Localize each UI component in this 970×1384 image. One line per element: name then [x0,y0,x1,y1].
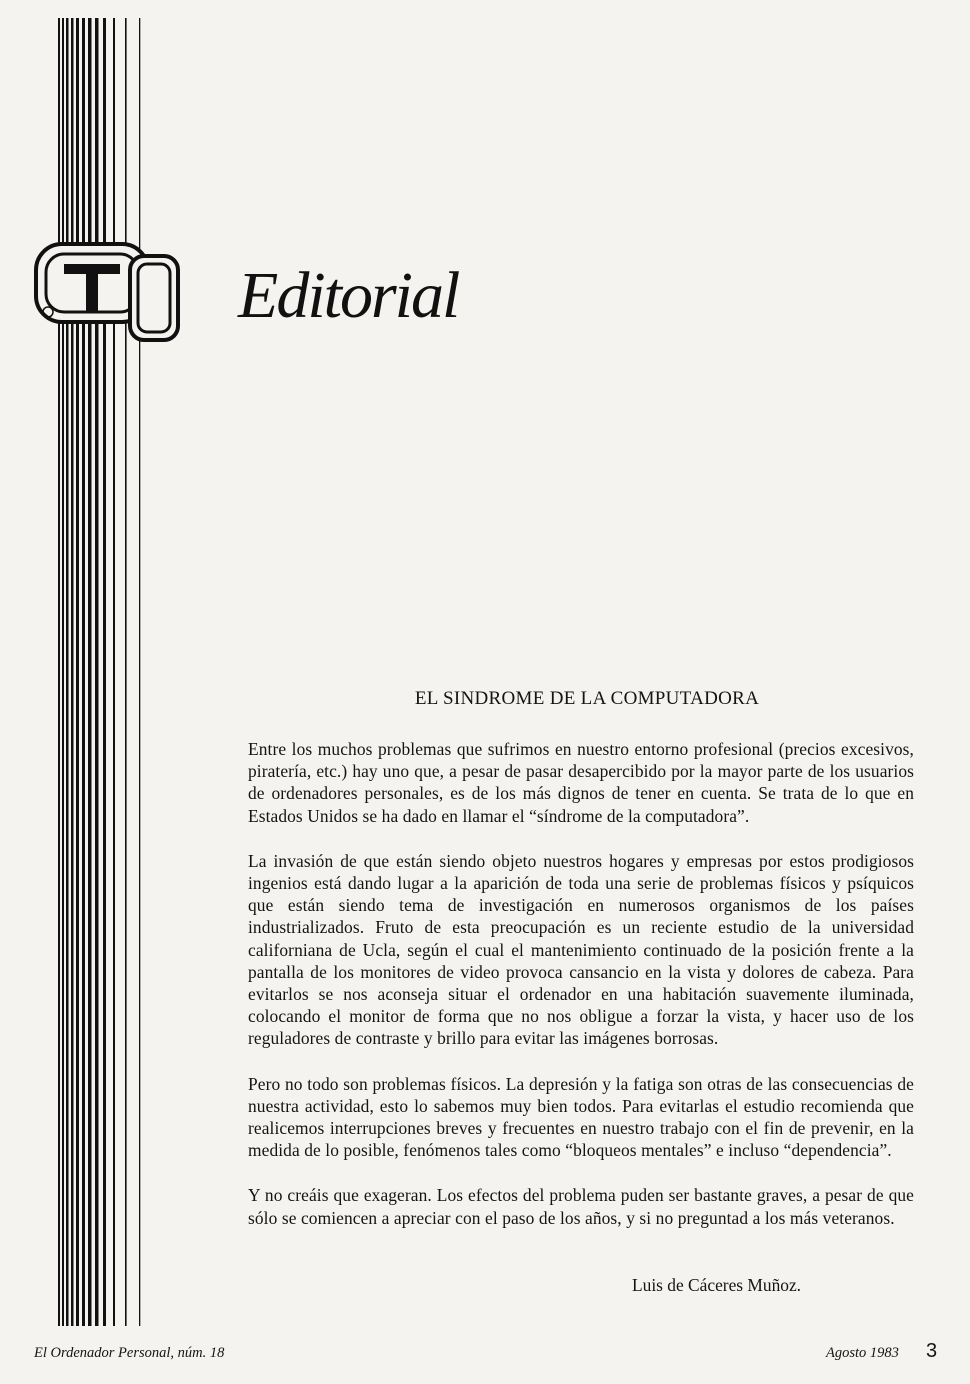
section-title: Editorial [238,259,459,332]
footer-publication: El Ordenador Personal, núm. 18 [34,1345,225,1361]
article-paragraph-1: Entre los muchos problemas que sufrimos en nuestro entorno profesional (precios excesivos, piratería, etc.) hay uno que, a pesar de pasar desapercibido por la mayor parte de los usuarios de ordenadores personales, es de los más dignos de tener en cuenta. Se trata de lo que en Estados Unidos se ha dado en llamar el “síndrome de la computadora”. [248,739,914,826]
op-logo [34,238,182,348]
article-paragraph-4: Y no creáis que exageran. Los efectos del problema puden ser bastante graves, a pesar de que sólo se comiencen a apreciar con el paso de los años, y si no preguntad a los más veteranos. [248,1185,914,1228]
page-number: 3 [926,1340,938,1362]
article-paragraph-2: La invasión de que están siendo objeto nuestros hogares y empresas por estos prodigiosos ingenios está dando lugar a la aparición de toda una serie de problemas físicos y psíquicos que están siendo tema de investigación en numerosos organismos de los países industrializados. Fruto de esta preocupación es un reciente estudio de la universidad californiana de Ucla, según el cual el mantenimiento continuado de la posición frente a la pantalla de los monitores de video provoca cansancio en la vista y dolores de cabeza. Para evitarlos se nos aconseja situar el ordenador en una habitación suavemente iluminada, colocando el monitor de forma que no nos obligue a forzar la vista, y hacer uso de los reguladores de contraste y brillo para evitar las imágenes borrosas. [248,850,914,1049]
article-paragraph-3: Pero no todo son problemas físicos. La depresión y la fatiga son otras de las consecuencias de nuestra actividad, esto lo sabemos muy bien todos. Para evitarlas el estudio recomienda que realicemos interrupciones breves y frecuentes en nuestro trabajo con el fin de prevenir, en la medida de lo posible, fenómenos tales como “bloqueos mentales” e incluso “dependencia”. [248,1073,914,1161]
article-title: EL SINDROME DE LA COMPUTADORA [414,688,760,709]
article [248,688,914,1252]
footer-date: Agosto 1983 [826,1345,899,1361]
author-signature: Luis de Cáceres Muñoz. [632,1275,802,1295]
